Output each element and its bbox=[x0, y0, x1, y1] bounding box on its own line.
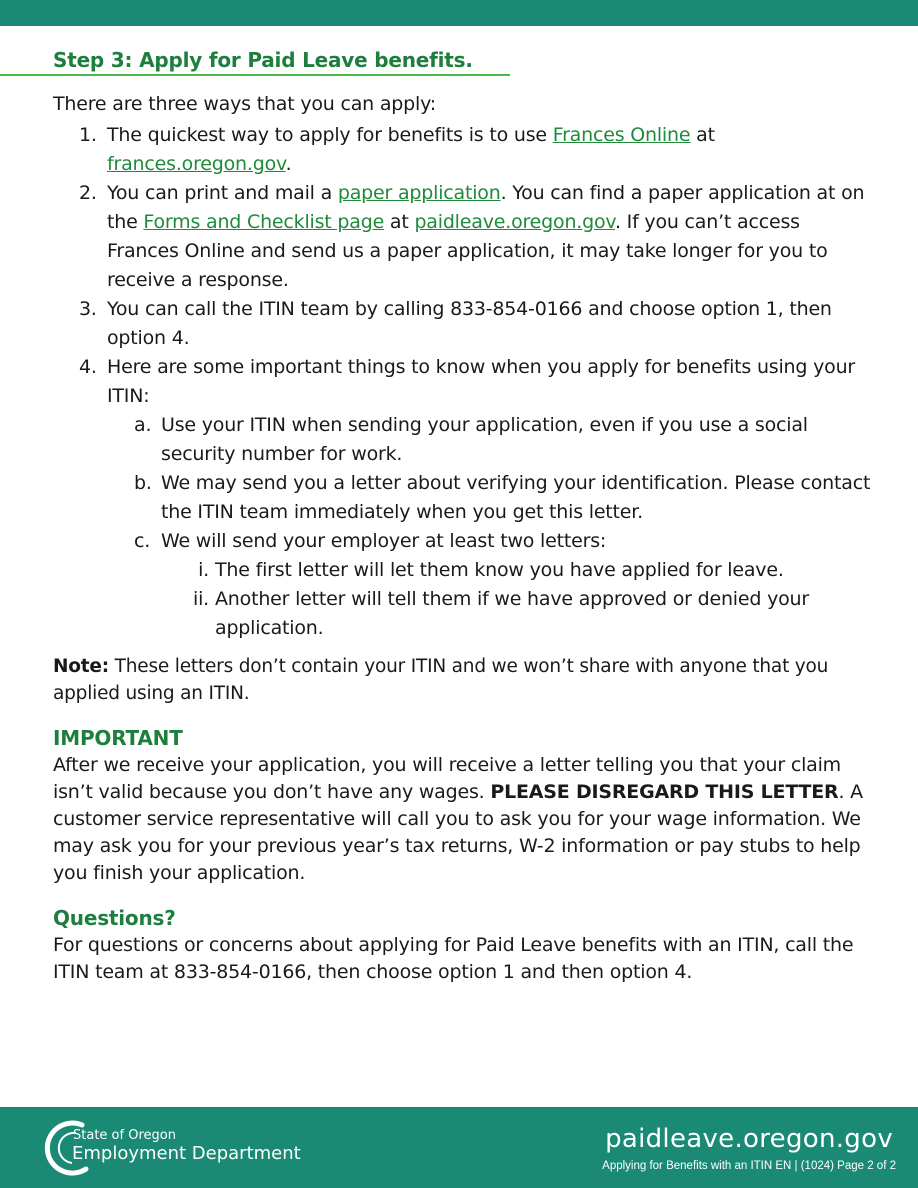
page-content bbox=[53, 46, 873, 986]
roman-list-item: ii. Another letter will tell them if we have approved or denied your application. bbox=[193, 588, 809, 639]
questions-heading: Questions? bbox=[53, 906, 176, 930]
frances-url-link[interactable]: frances.oregon.gov bbox=[107, 153, 286, 175]
org-state-name: State of Oregon bbox=[73, 1128, 176, 1143]
disregard-emphasis: PLEASE DISREGARD THIS LETTER bbox=[490, 781, 839, 803]
important-heading: IMPORTANT bbox=[53, 726, 183, 750]
step-heading: Step 3: Apply for Paid Leave benefits. bbox=[53, 48, 473, 72]
sub-list-item: a. Use your ITIN when sending your application, even if you use a social security number for work. bbox=[134, 414, 808, 465]
footer-website: paidleave.oregon.gov bbox=[605, 1124, 893, 1154]
list-number: 4. bbox=[79, 356, 97, 378]
important-paragraph: After we receive your application, you will receive a letter telling you that your claim isn’t valid because you don’t have any wages. PLEASE DISREGARD THIS LETTER. A customer service representative will call you to ask you for your wage information. We may ask you for your previous year’s tax returns, W-2 information or pay stubs to help you finish your application. bbox=[53, 754, 863, 884]
frances-online-link[interactable]: Frances Online bbox=[552, 124, 691, 146]
org-department-name: Employment Department bbox=[72, 1143, 301, 1164]
top-color-bar bbox=[0, 0, 918, 26]
roman-list bbox=[161, 556, 873, 643]
questions-paragraph: For questions or concerns about applying for Paid Leave benefits with an ITIN, call the ITIN team at 833-854-0166, then choose option 1 and then option 4. bbox=[53, 934, 854, 983]
roman-list-item: i. The first letter will let them know you have applied for leave. bbox=[198, 559, 784, 581]
list-item: 4. Here are some important things to know when you apply for benefits using your ITIN: a. Use your ITIN when sending your application, even if you use a social security number for work. b. We may send you a letter about verifying your identification. Please contact the ITIN team immediately when you get this letter. c. We will send your employer at least two letters: i. The first letter will let them know you have applied for leave. ii. Another letter will tell them if we have approved or denied your application. bbox=[53, 353, 873, 643]
list-item: 1. The quickest way to apply for benefits is to use Frances Online at frances.oregon.gov. bbox=[53, 121, 873, 179]
list-item: 2. You can print and mail a paper application. You can find a paper application at on the Forms and Checklist page at paidleave.oregon.gov. If you can’t access Frances Online and send us a paper application, it may take longer for you to receive a response. bbox=[53, 179, 873, 295]
sub-list-item: c. We will send your employer at least two letters: i. The first letter will let them know you have applied for leave. ii. Another letter will tell them if we have approved or denied your application. bbox=[107, 527, 873, 643]
note-paragraph: Note: These letters don’t contain your ITIN and we won’t share with anyone that you applied using an ITIN. bbox=[53, 656, 829, 704]
list-number: 3. bbox=[79, 298, 97, 320]
intro-text: There are three ways that you can apply: bbox=[53, 93, 436, 115]
list-item: 3. You can call the ITIN team by calling 833-854-0166 and choose option 1, then option 4. bbox=[53, 295, 873, 353]
forms-checklist-link[interactable]: Forms and Checklist page bbox=[143, 211, 385, 233]
sub-list-item: b. We may send you a letter about verifying your identification. Please contact the ITIN team immediately when you get this letter. bbox=[134, 472, 871, 523]
paidleave-url-link[interactable]: paidleave.oregon.gov bbox=[414, 211, 615, 233]
paper-application-link[interactable]: paper application bbox=[337, 182, 501, 204]
heading-underline bbox=[0, 74, 510, 76]
apply-methods-list bbox=[53, 121, 873, 643]
sub-list bbox=[107, 411, 873, 643]
note-label: Note: bbox=[53, 656, 109, 677]
list-number: 2. bbox=[79, 182, 97, 204]
footer-bar bbox=[0, 1107, 918, 1188]
document-id: Applying for Benefits with an ITIN EN | (1024) Page 2 of 2 bbox=[602, 1160, 896, 1172]
list-number: 1. bbox=[79, 124, 97, 146]
